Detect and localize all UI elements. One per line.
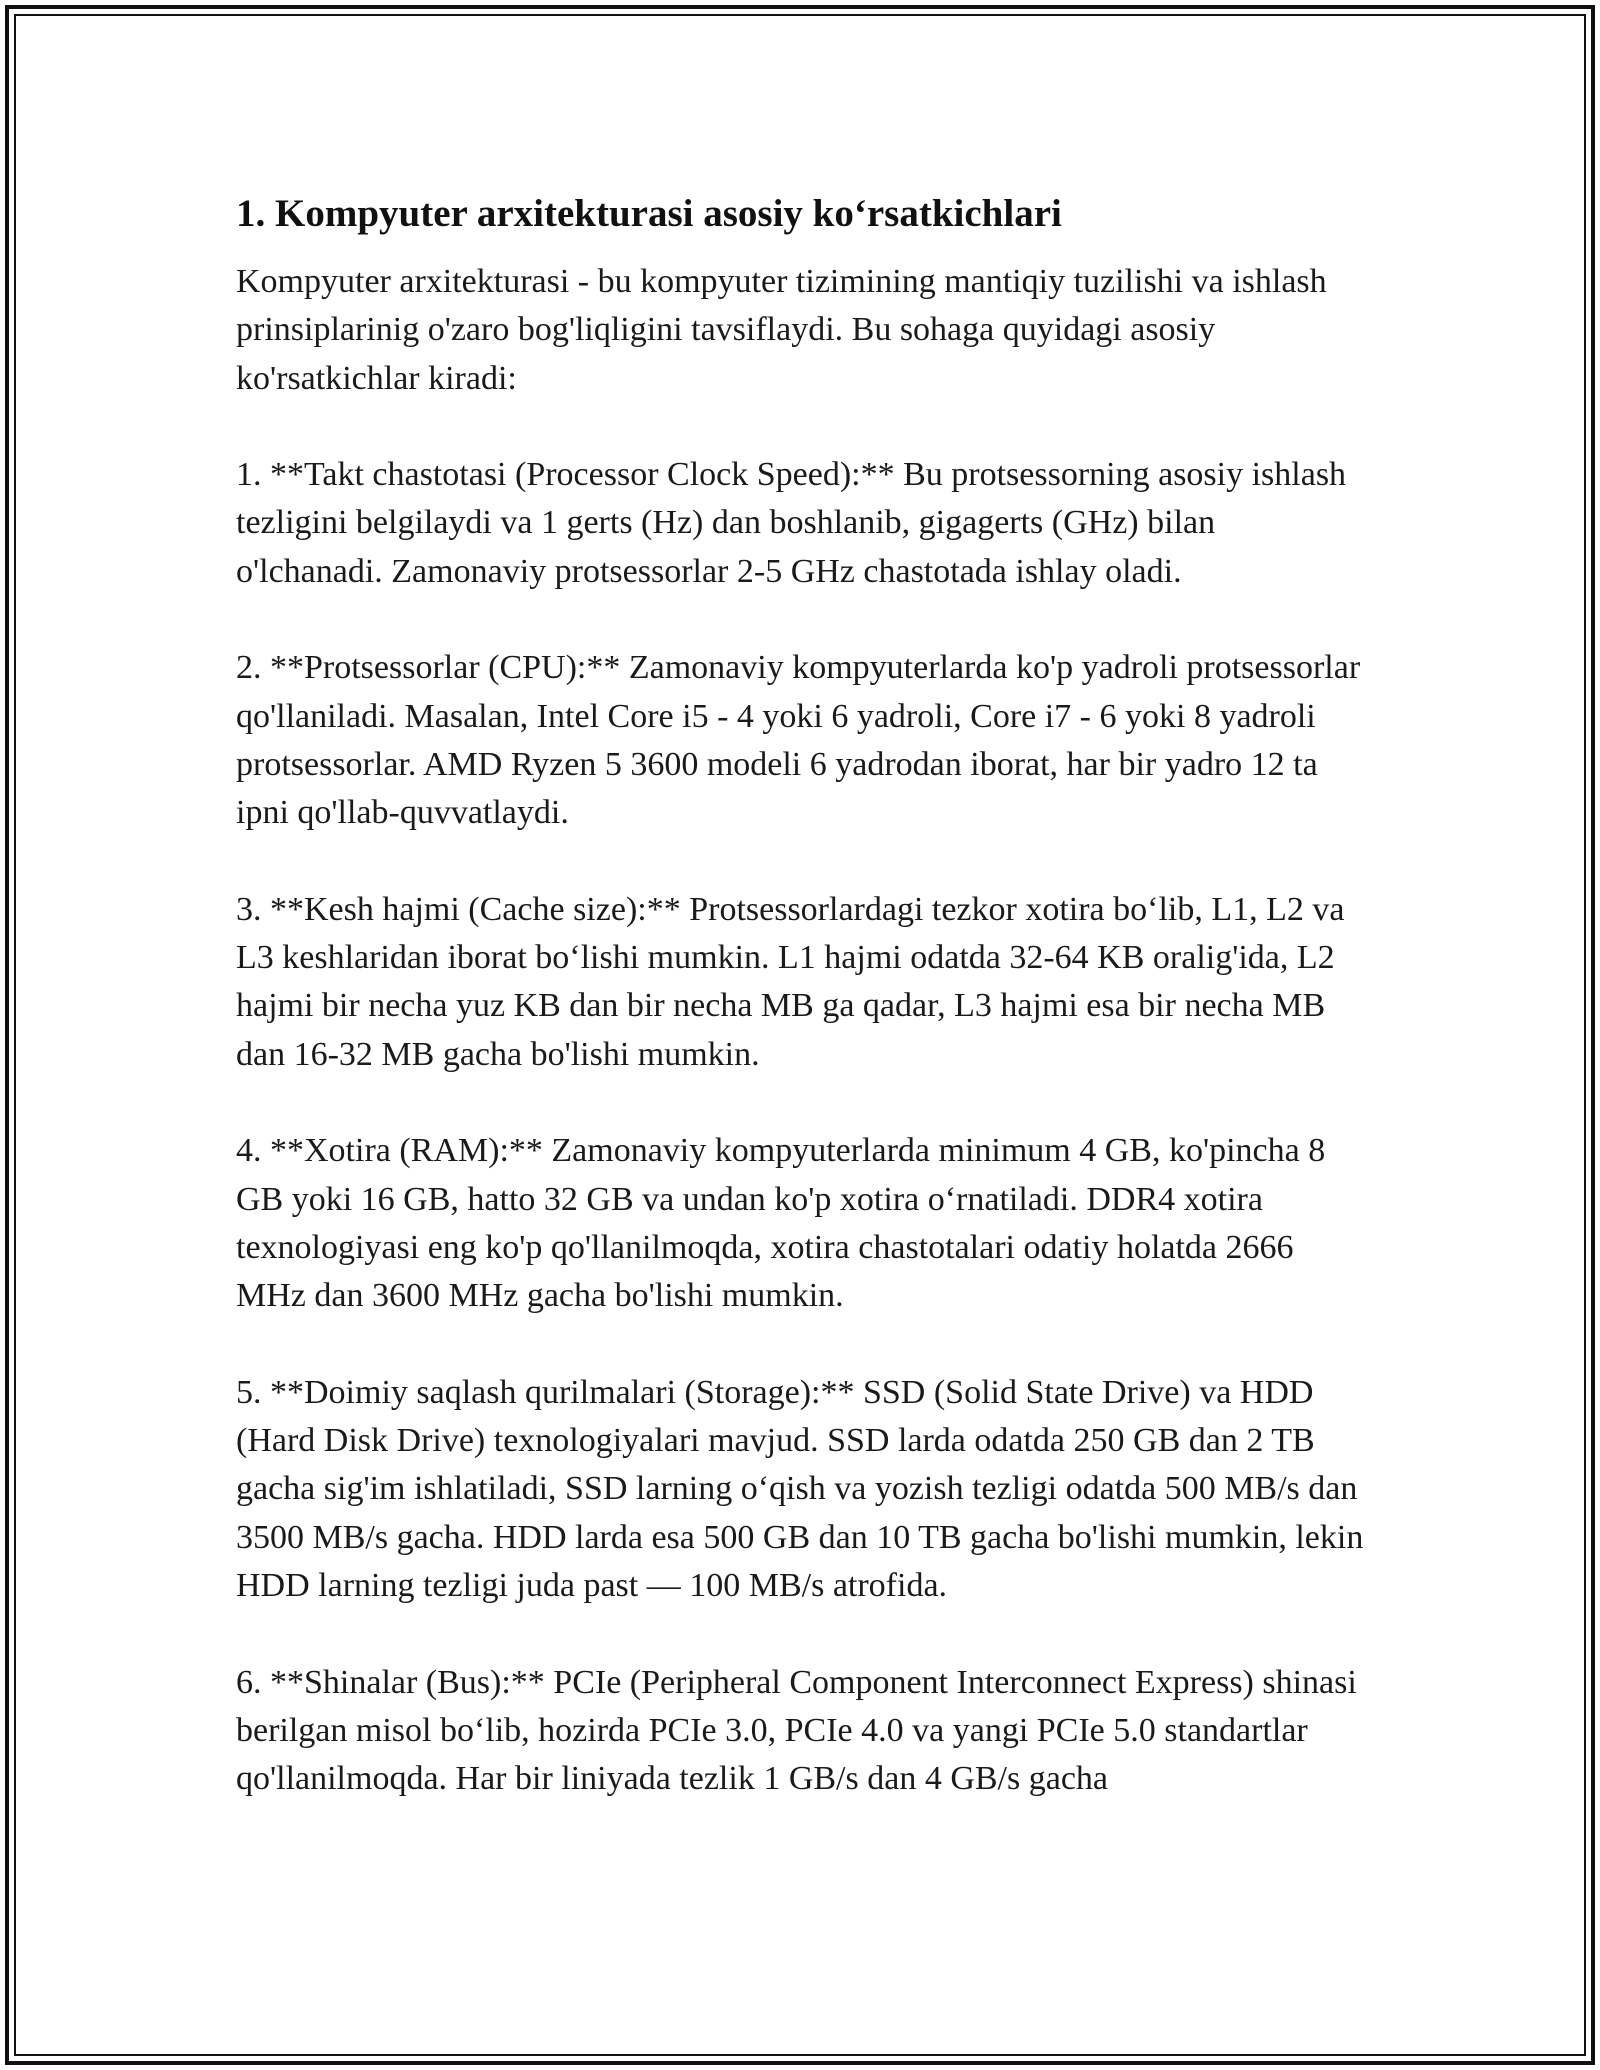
- list-item-ram: 4. **Xotira (RAM):** Zamonaviy kompyuterlarda minimum 4 GB, ko'pincha 8 GB yoki 16 GB, hatto 32 GB va undan ko'p xotira o‘rnatiladi. DDR4 xotira texnologiyasi eng ko'p qo'llanilmoqda, xotira chastotalari odatiy holatda 2666 MHz dan 3600 MHz gacha bo'lishi mumkin.: [236, 1132, 1326, 1315]
- list-item-storage: 5. **Doimiy saqlash qurilmalari (Storage):** SSD (Solid State Drive) va HDD (Hard Disk Drive) texnologiyalari mavjud. SSD larda odatda 250 GB dan 2 TB gacha sig'im ishlatiladi, SSD larning o‘qish va yozish tezligi odatda 500 MB/s dan 3500 MB/s gacha. HDD larda esa 500 GB dan 10 TB gacha bo'lishi mumkin, lekin HDD larning tezligi juda past — 100 MB/s atrofida.: [236, 1373, 1364, 1605]
- list-item-cpu: 2. **Protsessorlar (CPU):** Zamonaviy kompyuterlarda ko'p yadroli protsessorlar qo'llaniladi. Masalan, Intel Core i5 - 4 yoki 6 yadroli, Core i7 - 6 yoki 8 yadroli protsessorlar. AMD Ryzen 5 3600 modeli 6 yadrodan iborat, har bir yadro 12 ta ipni qo'llab-quvvatlaydi.: [236, 649, 1361, 832]
- list-item-bus: 6. **Shinalar (Bus):** PCIe (Peripheral Component Interconnect Express) shinasi berilgan misol bo‘lib, hozirda PCIe 3.0, PCIe 4.0 va yangi PCIe 5.0 standartlar qo'llanilmoqda. Har bir liniyada tezlik 1 GB/s dan 4 GB/s gacha: [236, 1663, 1357, 1798]
- list-item-clock-speed: 1. **Takt chastotasi (Processor Clock Speed):** Bu protsessorning asosiy ishlash tezligini belgilaydi va 1 gerts (Hz) dan boshlanib, gigagerts (GHz) bilan o'lchanadi. Zamonaviy protsessorlar 2-5 GHz chastotada ishlay oladi.: [236, 456, 1347, 590]
- list-item-cache: 3. **Kesh hajmi (Cache size):** Protsessorlardagi tezkor xotira bo‘lib, L1, L2 va L3 keshlaridan iborat bo‘lishi mumkin. L1 hajmi odatda 32-64 KB oralig'ida, L2 hajmi bir necha yuz KB dan bir necha MB ga qadar, L3 hajmi esa bir necha MB dan 16-32 MB gacha bo'lishi mumkin.: [236, 890, 1345, 1073]
- document-body: [236, 186, 1366, 1804]
- document-title: 1. Kompyuter arxitekturasi asosiy ko‘rsatkichlari: [236, 192, 1062, 235]
- intro-paragraph: Kompyuter arxitekturasi - bu kompyuter tizimining mantiqiy tuzilishi va ishlash prinsiplarinig o'zaro bog'liqligini tavsiflaydi. Bu sohaga quyidagi asosiy ko'rsatkichlar kiradi:: [236, 263, 1327, 397]
